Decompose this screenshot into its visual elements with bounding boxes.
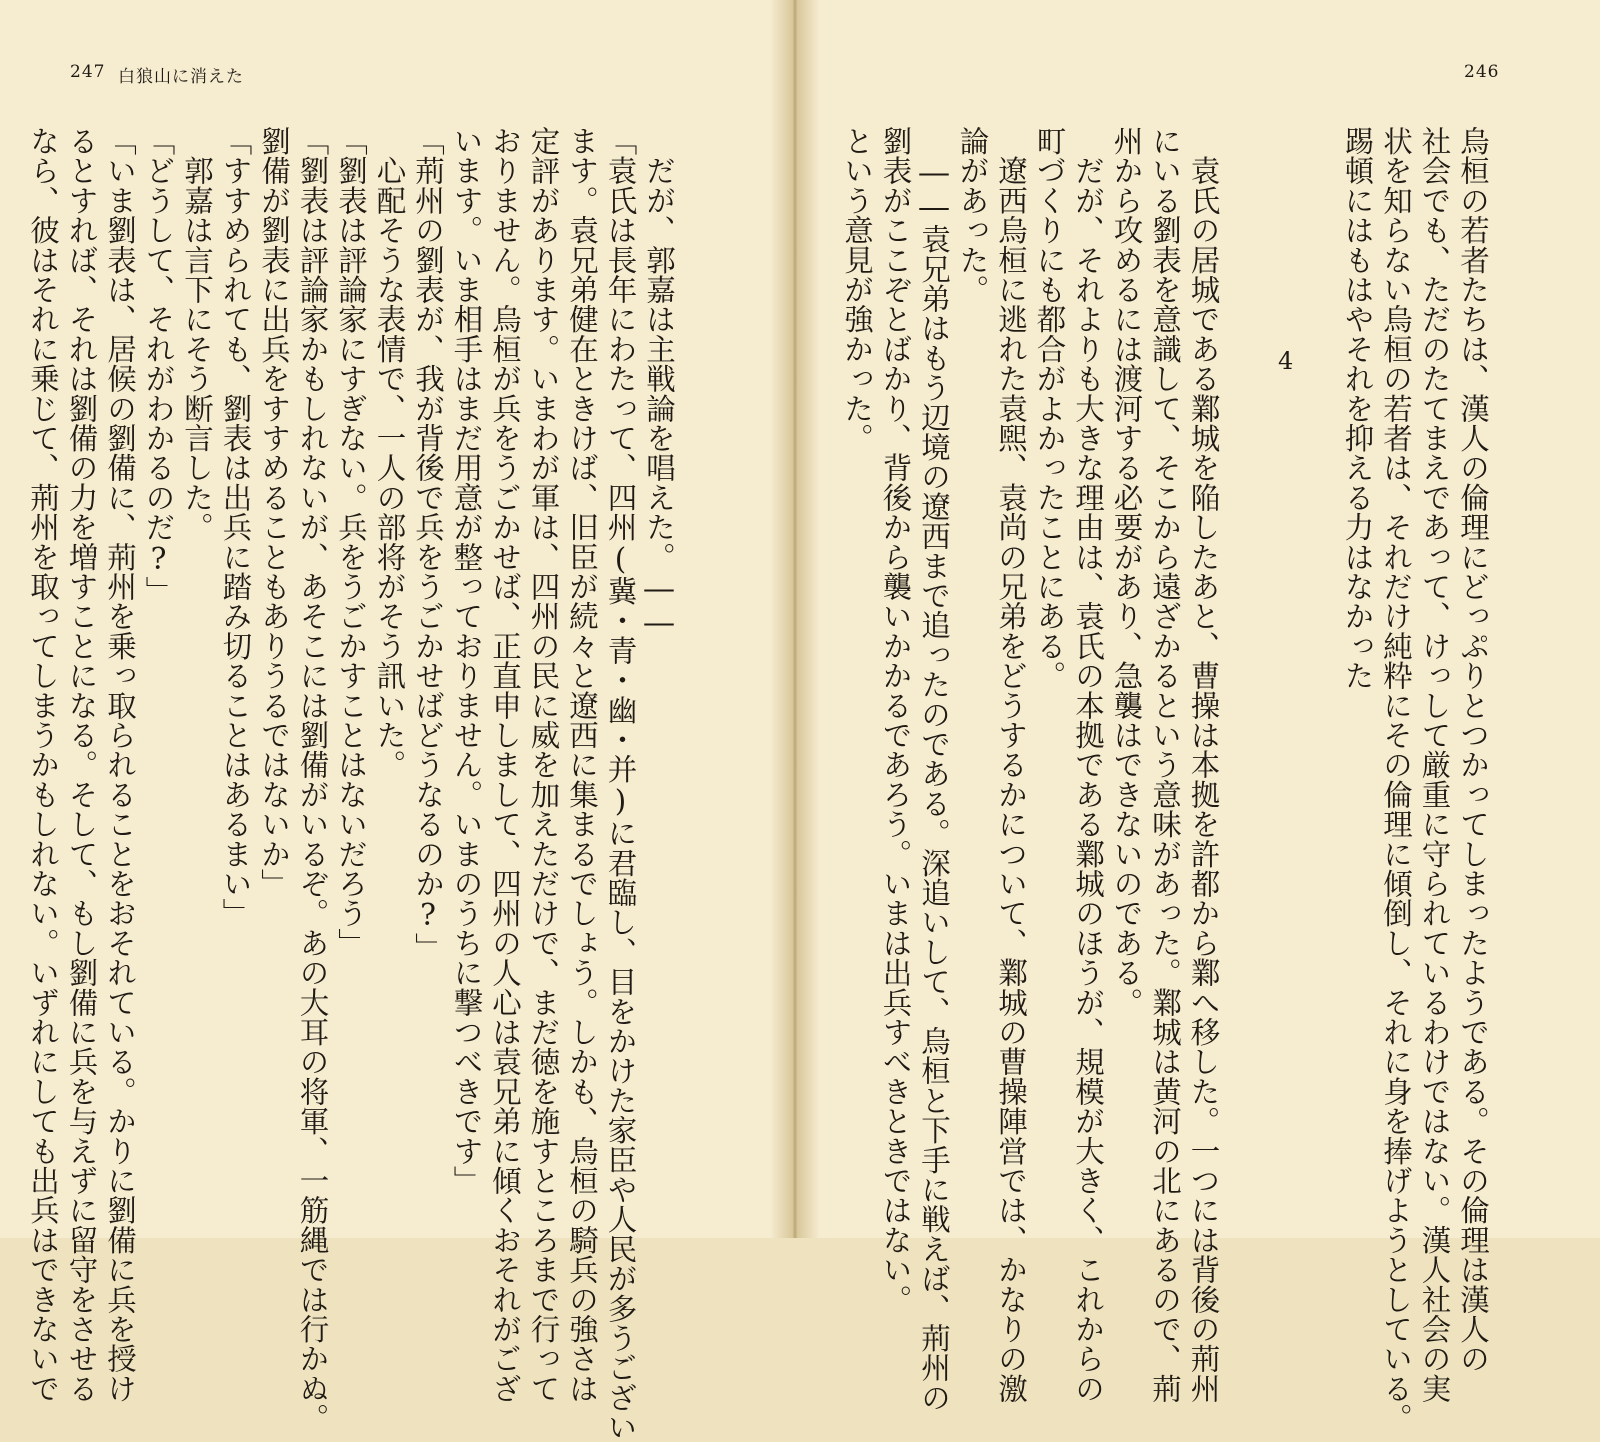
text-line: 状を知らない烏桓の若者は、それだけ純粋にその倫理に傾倒し、それに身を捧げようとしている。 [1379,126,1413,1433]
text-line: ます。袁兄弟健在ときけば、旧臣が続々と遼西に集まるでしょう。しかも、烏桓の騎兵の強さは [565,126,599,1404]
text-line: という意見が強かった。 [840,126,874,453]
text-line: 州から攻めるには渡河する必要があり、急襲はできないのである。 [1109,126,1144,1017]
text-line: 「劉表は評論家にすぎない。兵をうごかすことはないだろう」 [334,126,368,958]
text-line: なら、彼はそれに乗じて、荊州を取ってしまうかもしれない。いずれにしても出兵はできないで [26,126,60,1404]
text-line: 心配そうな表情で、一人の部将がそう訊いた。 [372,126,407,780]
book-gutter [770,0,820,1238]
text-line: にいる劉表を意識して、そこから遠ざかるという意味があった。鄴城は黄河の北にあるので、荊 [1148,126,1182,1404]
text-line: 社会でも、ただのたてまえであって、けっして厳重に守られているわけではない。漢人社会の実 [1417,126,1452,1404]
text-line: 町づくりにも都合がよかったことにある。 [1032,126,1067,691]
left-page-body [24,126,679,1442]
right-page-number: 246 [1464,62,1500,82]
running-head: 白狼山に消えた [118,67,244,87]
text-line: ――袁兄弟はもう辺境の遼西まで追ったのである。深追いして、烏桓と下手に戦えば、荊州の [917,126,951,1413]
text-line: 踢頓にはもはやそれを抑える力はなかった [1340,126,1375,691]
section-spacer [1223,126,1262,1176]
text-line: るとすれば、それは劉備の力を増すことになる。そして、もし劉備に兵を与えずに留守をさせる [64,126,99,1404]
text-line: 遼西烏桓に逃れた袁煕、袁尚の兄弟をどうするかについて、鄴城の曹操陣営では、かなりの激 [994,126,1028,1404]
text-line: 劉表がここぞとばかり、背後から襲いかかるであろう。いまは出兵すべきときではない。 [878,126,913,1314]
text-line: 定評があります。いまわが軍は、四州の民に威を加えただけで、まだ徳を施すところまで行って [526,126,561,1404]
text-line: 「袁氏は長年にわたって、四州(冀・青・幽・并)に君臨し、目をかけた家臣や人民が多うござい [603,126,638,1442]
right-page-body [838,126,1493,1433]
left-page-number: 247 [70,62,106,82]
text-line: 袁氏の居城である鄴城を陥したあと、曹操は本拠を許都から鄴へ移した。一つには背後の荊州 [1186,126,1221,1404]
text-line: 「すすめられても、劉表は出兵に踏み切ることはあるまい」 [218,126,253,928]
text-line: 郭嘉は言下にそう断言した。 [180,126,214,542]
text-line: います。いま相手はまだ用意が整っておりません。いまのうちに撃つべきです」 [449,126,484,1196]
text-line: だが、それよりも大きな理由は、袁氏の本拠である鄴城のほうが、規模が大きく、これからの [1071,126,1105,1404]
section-spacer [1300,126,1339,1176]
text-line: 「どうして、それがわかるのだ?」 [141,126,176,606]
text-line: 烏桓の若者たちは、漢人の倫理にどっぷりとつかってしまったようである。その倫理は漢人の [1456,126,1490,1374]
section-number: 4 [1278,347,1294,375]
text-line: 「劉表は評論家かもしれないが、あそこには劉備がいるぞ。あの大耳の将軍、一筋縄では行かぬ。 [295,126,330,1433]
text-line: 論があった。 [955,126,990,305]
text-line: 「荊州の劉表が、我が背後で兵をうごかせばどうなるのか?」 [411,126,445,963]
section-spacer [1261,126,1300,1176]
text-line: おりません。烏桓が兵をうごかせば、正直申しまして、四州の人心は袁兄弟に傾くおそれがござ [488,126,522,1404]
text-line: だが、郭嘉は主戦論を唱えた。―― [642,126,676,640]
text-line: 「いま劉表は、居候の劉備に、荊州を乗っ取られることをおそれている。かりに劉備に兵を授け [103,126,137,1404]
text-line: 劉備が劉表に出兵をすすめることもありうるではないか」 [257,126,291,899]
